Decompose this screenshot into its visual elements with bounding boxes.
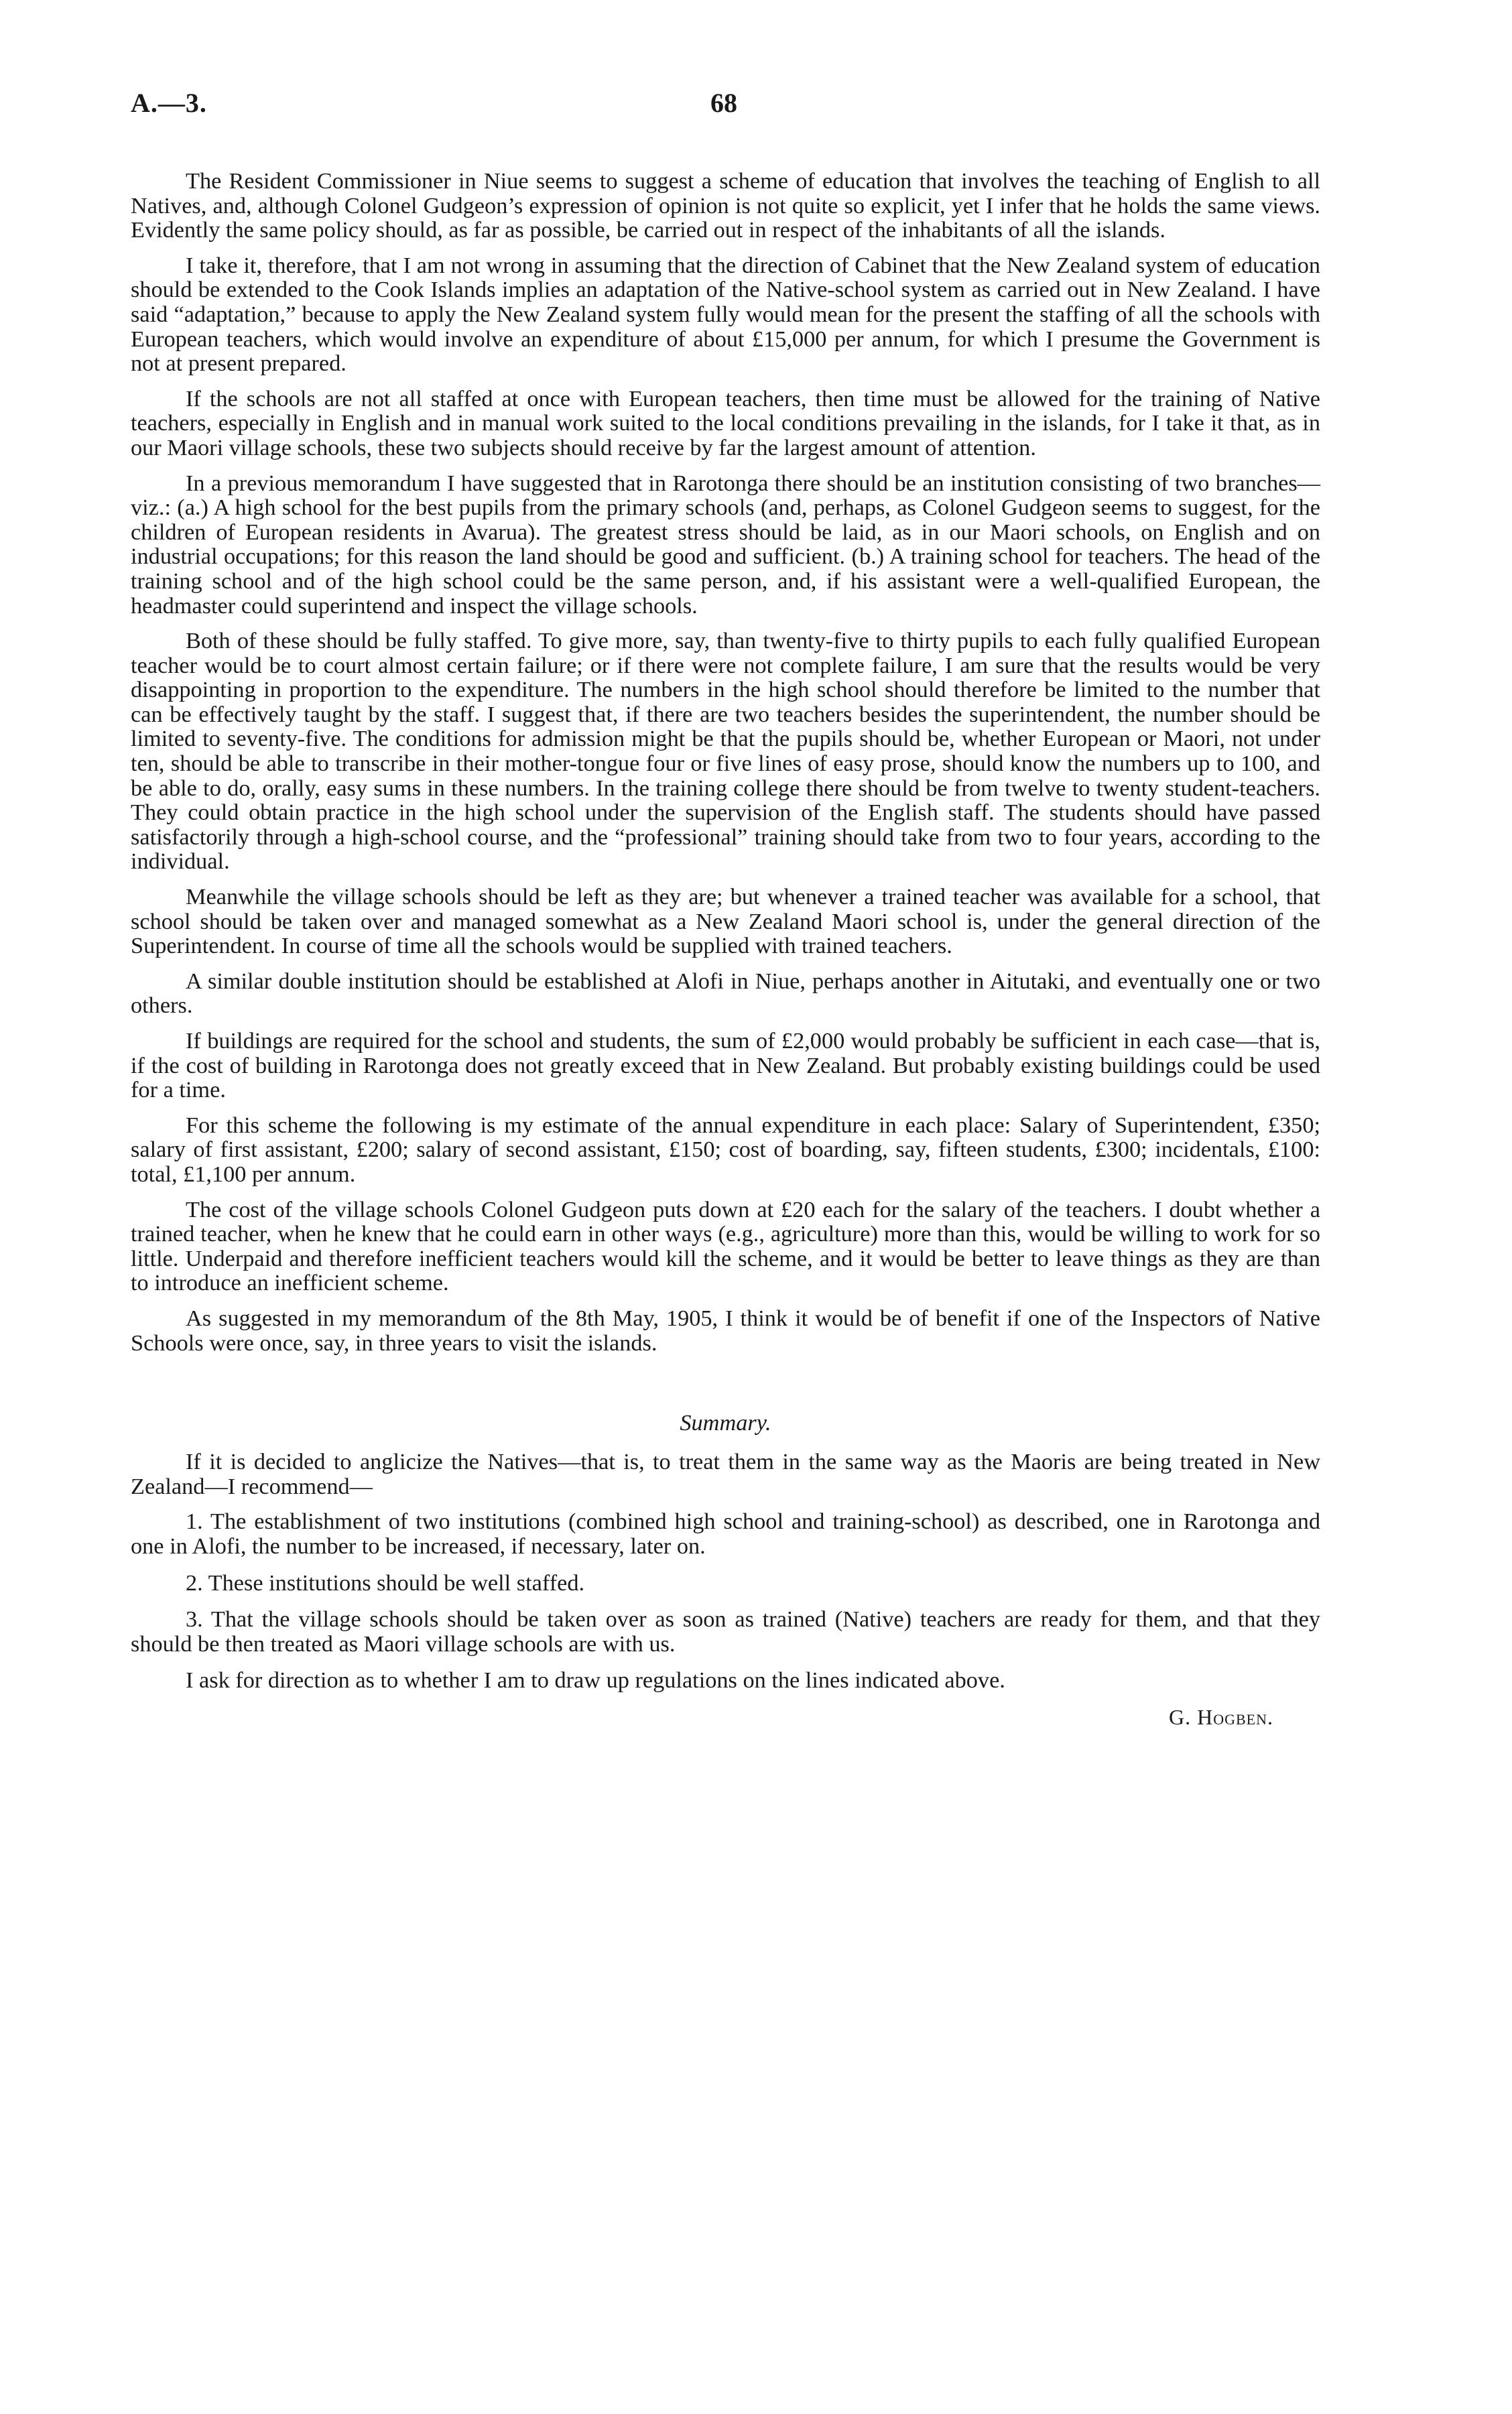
recommendation-item: 3. That the village schools should be taken over as soon as trained (Native) teachers are ready for them, and that they should be then treated as Maori village schools are with us. (131, 1606, 1320, 1657)
paragraph: In a previous memorandum I have suggested that in Rarotonga there should be an institution consisting of two branches—viz.: (a.) A high school for the best pupils from the primary schools (and, perhaps, as Colonel Gudgeon seems to suggest, for the children of European residents in Avarua). The greatest stress should be laid, as in our Maori schools, on English and on industrial occupations; for this reason the land should be good and sufficient. (b.) A training school for teachers. The head of the training school and of the high school could be the same person, and, if his assistant were a well-qualified European, the headmaster could superintend and inspect the village schools. (131, 470, 1320, 619)
closing-request: I ask for direction as to whether I am to draw up regulations on the lines indicated above. (186, 1667, 1005, 1694)
paragraph: If the schools are not all staffed at once with European teachers, then time must be allowed for the training of Native teachers, especially in English and in manual work suited to the local conditions prevailing in the islands, for I take it that, as in our Maori village schools, these two subjects should receive by far the largest amount of attention. (131, 385, 1320, 460)
signature: G. Hogben. (1169, 1704, 1273, 1729)
paragraph: A similar double institution should be established at Alofi in Niue, perhaps another in Aitutaki, and eventually one or two others. (131, 968, 1320, 1019)
recommendation-item: 2. These institutions should be well staffed. (186, 1570, 585, 1596)
paragraph: For this scheme the following is my estimate of the annual expenditure in each place: Salary of Superintendent, £350; salary of first assistant, £200; salary of second assistant, £150; cost of boarding, say, fifteen students, £300; incidentals, £100: total, £1,100 per annum. (131, 1112, 1320, 1187)
page-number: 68 (710, 88, 737, 118)
paragraph: If buildings are required for the school and students, the sum of £2,000 would probably be sufficient in each case—that is, if the cost of building in Rarotonga does not greatly exceed that in New Zealand. But probably existing buildings could be used for a time. (131, 1028, 1320, 1103)
paragraph: Meanwhile the village schools should be left as they are; but whenever a trained teacher was available for a school, that school should be taken over and managed somewhat as a New Zealand Maori school is, under the general direction of the Superintendent. In course of time all the schools would be supplied with trained teachers. (131, 884, 1320, 959)
paragraph: Both of these should be fully staffed. To give more, say, than twenty-five to thirty pupils to each fully qualified European teacher would be to court almost certain failure; or if there were not complete failure, I am sure that the results would be very disappointing in proportion to the expenditure. The numbers in the high school should therefore be limited to the number that can be effectively taught by the staff. I suggest that, if there are two teachers besides the superintendent, the number should be limited to seventy-five. The conditions for admission might be that the pupils should be, whether European or Maori, not under ten, should be able to transcribe in their mother-tongue four or five lines of easy prose, should know the numbers up to 100, and be able to do, orally, easy sums in these numbers. In the training college there should be from twelve to twenty student-teachers. They could obtain practice in the high school under the supervision of the English staff. The students should have passed satisfactorily through a high-school course, and the “professional” training should take from two to four years, according to the individual. (131, 628, 1320, 875)
summary-heading: Summary. (680, 1410, 771, 1436)
page-header (131, 87, 1317, 141)
paragraph: The cost of the village schools Colonel Gudgeon puts down at £20 each for the salary of the teachers. I doubt whether a trained teacher, when he knew that he could earn in other ways (e.g., agriculture) more than this, would be willing to work for so little. Underpaid and therefore inefficient teachers would kill the scheme, and it would be better to leave things as they are than to introduce an inefficient scheme. (131, 1196, 1320, 1296)
body-text (131, 169, 1320, 1730)
paragraph: As suggested in my memorandum of the 8th May, 1905, I think it would be of benefit if one of the Inspectors of Native Schools were once, say, in three years to visit the islands. (131, 1305, 1320, 1356)
recommendation-item: 1. The establishment of two institutions (combined high school and training-school) as described, one in Rarotonga and one in Alofi, the number to be increased, if necessary, later on. (131, 1509, 1320, 1559)
paragraph: The Resident Commissioner in Niue seems to suggest a scheme of education that involves the teaching of English to all Natives, and, although Colonel Gudgeon’s expression of opinion is not quite so explicit, yet I infer that he holds the same views. Evidently the same policy should, as far as possible, be carried out in respect of the inhabitants of all the islands. (131, 168, 1320, 243)
paragraph: I take it, therefore, that I am not wrong in assuming that the direction of Cabinet that the New Zealand system of education should be extended to the Cook Islands implies an adaptation of the Native-school system as carried out in New Zealand. I have said “adaptation,” because to apply the New Zealand system fully would mean for the present the staffing of all the schools with European teachers, which would involve an expenditure of about £15,000 per annum, for which I presume the Government is not at present prepared. (131, 252, 1320, 377)
document-reference: A.—3. (131, 88, 207, 118)
summary-intro: If it is decided to anglicize the Natives—that is, to treat them in the same way as the Maoris are being treated in New Zealand—I recommend— (131, 1449, 1320, 1499)
